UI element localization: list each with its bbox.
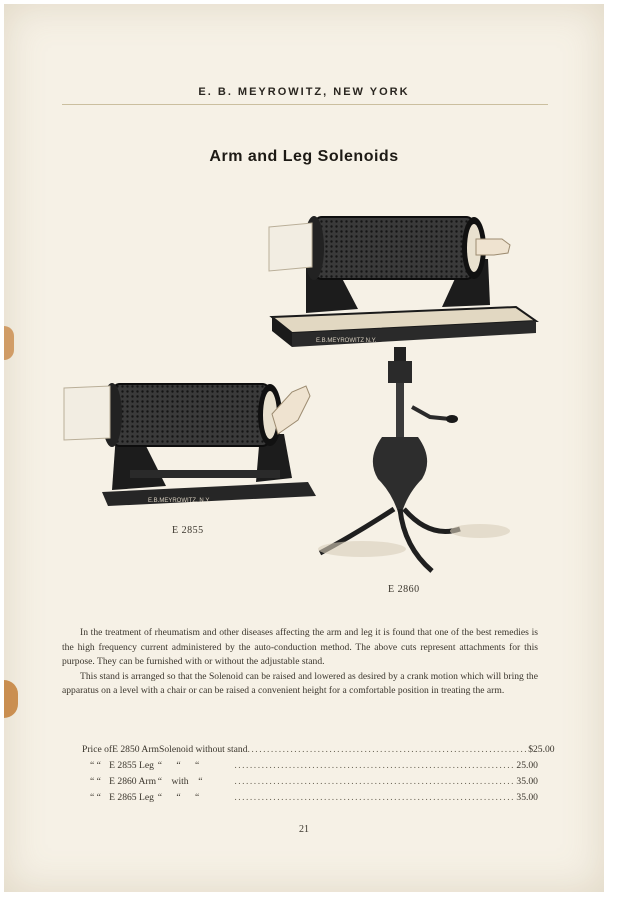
- price-description: “ “ “: [157, 792, 200, 803]
- page-number: 21: [299, 824, 309, 835]
- description-paragraph: This stand is arranged so that the Solenoid can be raised and lowered as desired by a crank motion which will bring the apparatus on a level with a chair or can be raised a convenient height for a comfortable position in treating the arm.: [62, 670, 538, 697]
- dot-leader: ........................................................................: [234, 776, 515, 787]
- price-row: [82, 776, 538, 792]
- figure-caption-e2860: E 2860: [388, 584, 420, 595]
- price-row: [82, 760, 538, 776]
- price-value: 35.00: [516, 776, 538, 787]
- arm-base-label: E.B.MEYROWITZ N.Y.: [316, 338, 377, 344]
- running-header: E. B. MEYROWITZ, NEW YORK: [198, 86, 410, 98]
- price-item: E 2850 Arm: [112, 744, 160, 755]
- price-row: [82, 792, 538, 808]
- price-row: [82, 744, 555, 760]
- price-value: 25.00: [516, 760, 538, 771]
- page-title: Arm and Leg Solenoids: [209, 148, 399, 165]
- dot-leader: ........................................................................: [234, 792, 515, 803]
- catalog-page: [4, 4, 604, 892]
- price-item: E 2860 Arm: [109, 776, 157, 787]
- header-rule: [62, 104, 548, 105]
- leg-base-label: E.B.MEYROWITZ. N.Y.: [148, 498, 211, 504]
- leg-solenoid-illustration: [60, 374, 320, 519]
- paper-stain: [4, 680, 18, 718]
- price-prefix: “ “: [90, 792, 101, 803]
- price-description: Solenoid without stand: [159, 744, 248, 755]
- price-item: E 2855 Leg: [109, 760, 154, 771]
- price-prefix: Price of: [82, 744, 113, 755]
- price-prefix: “ “: [90, 760, 101, 771]
- price-prefix: “ “: [90, 776, 101, 787]
- price-item: E 2865 Leg: [109, 792, 154, 803]
- dot-leader: ........................................................................: [247, 744, 529, 755]
- paper-stain: [4, 326, 14, 360]
- price-value: $25.00: [528, 744, 555, 755]
- figure-caption-e2855: E 2855: [172, 525, 204, 536]
- price-value: 35.00: [516, 792, 538, 803]
- description-text: [62, 626, 538, 699]
- price-description: “ “ “: [157, 760, 200, 771]
- price-description: “ with “: [157, 776, 203, 787]
- description-paragraph: In the treatment of rheumatism and other diseases affecting the arm and leg it is found that one of the best remedies is the high frequency current administered by the auto-conduction method. The above cuts represent attachments for this purpose. They can be furnished with or without the adjustable stand.: [62, 627, 538, 668]
- dot-leader: ........................................................................: [234, 760, 515, 771]
- price-list: [82, 744, 555, 808]
